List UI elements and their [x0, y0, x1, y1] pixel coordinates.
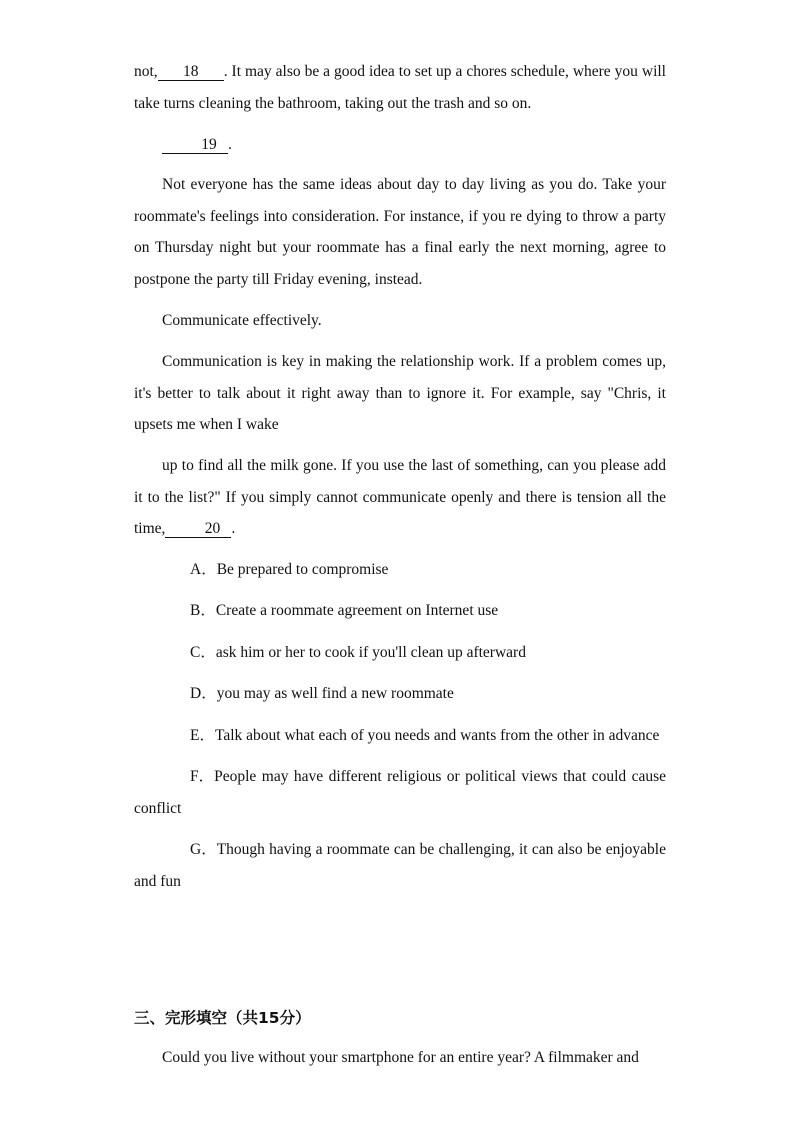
- option-text: Though having a roommate can be challenging, it can also be enjoyable and fun: [134, 841, 666, 890]
- passage-paragraph-1: [134, 56, 666, 119]
- option-letter: A．: [190, 561, 217, 578]
- option-letter: B．: [190, 602, 216, 619]
- section-first-line: Could you live without your smartphone for an entire year? A filmmaker and: [162, 1049, 639, 1066]
- text-span: not,: [134, 63, 158, 80]
- text-span: .: [228, 136, 232, 153]
- passage-paragraph-3: Not everyone has the same ideas about day to day living as you do. Take your roommate's feelings into consideration. For instance, if you re dying to throw a party on Thursday night but your roommate has a final early the next morning, agree to postpone the party till Friday evening, instead.: [134, 176, 666, 288]
- option-text: ask him or her to cook if you'll clean up afterward: [215, 644, 526, 661]
- blank-19: 19: [162, 136, 228, 154]
- blank-18: 18: [158, 63, 224, 81]
- option-letter: F．: [190, 768, 215, 785]
- option-c: [134, 637, 666, 669]
- option-text: you may as well find a new roommate: [216, 685, 454, 702]
- option-a: [134, 554, 666, 586]
- text-span: up to find all the milk gone. If you use the last of something, can you please add it to the list?" If you simply cannot communicate openly and there is tension all the time,: [134, 457, 666, 537]
- option-text: Create a roommate agreement on Internet use: [215, 602, 499, 619]
- passage-paragraph-6: [134, 450, 666, 545]
- option-text: Talk about what each of you needs and wants from the other in advance: [214, 727, 660, 744]
- option-text: Be prepared to compromise: [216, 561, 389, 578]
- text-span: . It may also be a good idea to set up a chores schedule, where you will take turns cleaning the bathroom, taking out the trash and so on.: [134, 63, 666, 112]
- option-letter: E．: [190, 727, 215, 744]
- option-g: [134, 834, 666, 897]
- option-letter: C．: [190, 644, 216, 661]
- option-e: [134, 720, 666, 752]
- option-f: [134, 761, 666, 824]
- option-letter: G．: [190, 841, 217, 858]
- passage-paragraph-4: Communicate effectively.: [162, 312, 322, 329]
- option-b: [134, 595, 666, 627]
- option-letter: D．: [190, 685, 217, 702]
- option-text: People may have different religious or political views that could cause conflict: [134, 768, 666, 817]
- passage-paragraph-2: [134, 129, 666, 161]
- option-d: [134, 678, 666, 710]
- text-span: .: [231, 520, 236, 537]
- blank-20: 20: [165, 520, 231, 538]
- passage-paragraph-5: Communication is key in making the relationship work. If a problem comes up, it's better to talk about it right away than to ignore it. For example, say "Chris, it upsets me when I wake: [134, 353, 666, 433]
- section-heading: 三、完形填空（共15分）: [134, 1009, 311, 1027]
